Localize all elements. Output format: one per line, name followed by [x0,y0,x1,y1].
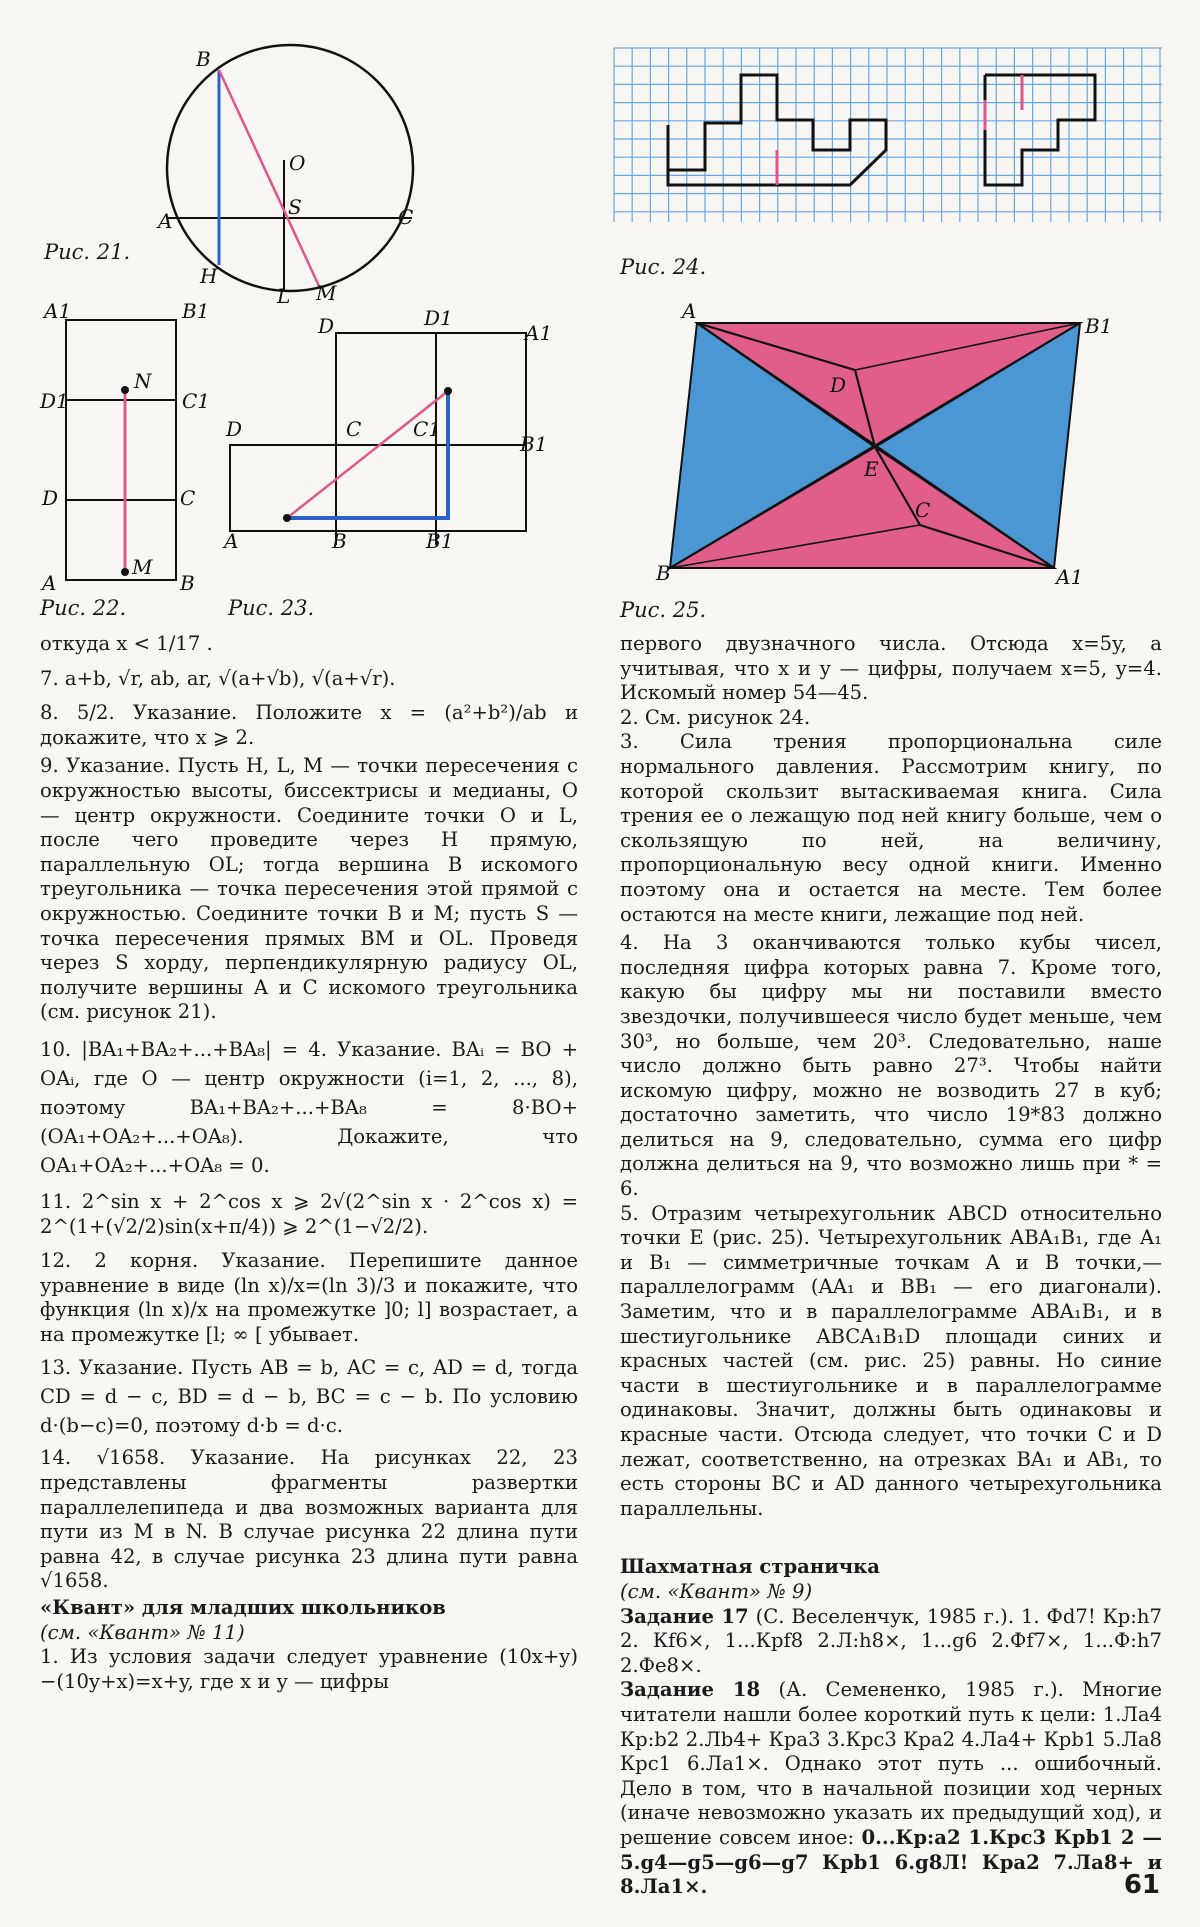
kvant-answer-5: 5. Отразим четырехугольник ABCD относительно точки E (рис. 25). Четырехугольник ABA₁B₁, где A₁ и B₁ — симметричные точкам A и B точки,— параллелограмм (AA₁ и BB₁ — его диагонали). Заметим, что и в параллелограмме ABA₁B₁, и в шестиугольнике ABCA₁B₁D площади синих и красных частей (см. рис. 25) равны. Но синие части в шестиугольнике и в параллелограмме одинаковы. Значит, должны быть одинаковы и красные части. Отсюда следует, что точки C и D лежат, соответственно, на отрезках BA₁ и AB₁, то есть стороны BC и AD данного четырехугольника параллельны. [620,1201,1162,1520]
fig21-label-o: O [289,151,306,175]
fig22-point-m [121,568,129,576]
answer-6-tail: откуда x < 1/17 . [40,632,213,655]
fig25-label-b1: B1 [1085,314,1113,338]
chess-task-18-title: Задание 18 [620,1678,761,1702]
chess-task-17 [620,1605,1162,1679]
chess-task-18-solution: 0...Кр:а2 1.Крс3 Крb1 2 — 5.g4—g5—g6—g7 Крb1 6.g8Л! Кра2 7.Ла8+ и 8.Ла1×. [620,1825,1162,1899]
fig21-label-b: B [196,47,211,71]
answer-13: 13. Указание. Пусть AB = b, AC = c, AD = d, тогда CD = d − c, BD = d − b, BC = c − b. По условию d·(b−c)=0, поэтому d·b = d·c. [40,1356,578,1438]
fig24-caption: Рис. 24. [620,255,707,279]
answer-14: 14. √1658. Указание. На рисунках 22, 23 представлены фрагменты развертки параллелепипеда и два возможных варианта для пути из M в N. В случае рисунка 22 длина пути равна 42, в случае рисунка 23 длина пути равна √1658. [40,1446,578,1593]
fig22-label-m: M [132,555,153,579]
chess-ref: (см. «Квант» № 9) [620,1579,813,1603]
fig21-label-a: A [158,209,173,233]
kvant-answer-3: 3. Сила трения пропорциональна силе нормального давления. Рассмотрим книгу, по которой скользит вытаскиваемая книга. Сила трения ее о лежащую под ней книгу больше, чем о скользящую по ней, на величину, пропорциональную весу одной книги. Именно поэтому она и остается на месте. Тем более остаются на месте книги, лежащие под ней. [620,730,1162,926]
fig23-label-a: A [224,529,239,553]
fig22-label-c: C [180,486,196,510]
fig25-label-d: D [830,373,847,397]
fig21-label-l: L [277,284,291,308]
kvant-answer-1-cont: первого двузначного числа. Отсюда x=5y, а учитывая, что x и y — цифры, получаем x=5, y=4. Искомый номер 54—45. [620,632,1162,705]
fig23-label-c1: C1 [413,417,442,441]
fig22-label-b1: B1 [182,299,210,323]
fig21-label-m: M [316,281,337,305]
figure-24 [614,48,1162,222]
fig23-caption: Рис. 23. [228,596,315,620]
fig23-label-dl: D [226,417,243,441]
fig23-label-d1: D1 [424,306,453,330]
fig23-label-a1: A1 [525,321,553,345]
answer-12: 12. 2 корня. Указание. Перепишите данное уравнение в виде (ln x)/x=(ln 3)/3 и покажите, что функция (ln x)/x на промежутке ]0; l] возрастает, а на промежутке [l; ∞ [ убывает. [40,1249,578,1346]
answer-11: 11. 2^sin x + 2^cos x ⩾ 2√(2^sin x · 2^cos x) = 2^(1+(√2/2)sin(x+π/4)) ⩾ 2^(1−√2/2). [40,1189,578,1238]
fig25-caption: Рис. 25. [620,598,707,622]
answer-10: 10. |BA₁+BA₂+...+BA₈| = 4. Указание. BAᵢ = BO + OAᵢ, где O — центр окружности (i=1, 2, ..., 8), поэтому BA₁+BA₂+...+BA₈ = 8·BO+(OA₁+OA₂+...+OA₈). Докажите, что OA₁+OA₂+...+OA₈ = 0. [40,1037,578,1177]
fig22-label-a1: A1 [44,299,72,323]
left-column [40,632,578,1694]
answer-9: 9. Указание. Пусть H, L, M — точки пересечения с окружностью высоты, биссектрисы и медианы, O — центр окружности. Соедините точки O и L, после чего проведите через H прямую, параллельную OL; тогда вершина B искомого треугольника — точка пересечения этой прямой с окружностью. Соедините точки B и M; пусть S — точка пересечения прямых BM и OL. Проведя через S хорду, перпендикулярную радиусу OL, получите вершины A и C искомого треугольника (см. рисунок 21). [40,754,578,1024]
answer-7: 7. a+b, √r, ab, ar, √(a+√b), √(a+√r). [40,666,396,690]
figure-21 [156,45,413,308]
chess-task-18-text: (А. Семененко, 1985 г.). Многие читатели нашли более короткий путь к цели: 1.Ла4 Кр:b2 2.Лb4+ Кра3 3.Крс3 Кра2 4.Ла4+ Крb1 5.Ла8 Крс1 6.Ла1×. Однако этот путь ... ошибочный. Дело в том, что в начальной позиции ход черных (иначе невозможно указать их предыдущий ход), и решение совсем иное: [620,1678,1162,1849]
fig23-label-d: D [318,314,335,338]
right-column [620,632,1162,1900]
fig25-label-a1: A1 [1056,565,1084,589]
fig25-label-e: E [864,457,879,481]
fig22-label-n: N [134,369,152,393]
fig22-label-b: B [180,571,195,595]
fig23-label-b1: B1 [426,529,454,553]
chess-heading: Шахматная страничка [620,1555,880,1579]
figure-25 [655,299,1112,589]
fig22-label-c1: C1 [182,389,211,413]
kvant-answer-1: 1. Из условия задачи следует уравнение (10x+y)−(10y+x)=x+y, где x и y — цифры [40,1645,578,1693]
fig25-label-a: A [682,299,697,323]
fig23-label-b: B [332,529,347,553]
fig21-median-bm [219,70,319,286]
fig22-label-a: A [42,571,57,595]
figure-22 [39,299,210,595]
fig23-label-c: C [346,417,362,441]
chess-task-18 [620,1678,1162,1899]
fig21-caption: Рис. 21. [44,240,131,264]
fig22-label-d1: D1 [40,389,69,413]
fig21-label-s: S [288,195,302,219]
fig21-label-h: H [200,264,218,288]
kvant-answer-2: 2. См. рисунок 24. [620,705,811,729]
kvant-ref: (см. «Квант» № 11) [40,1620,245,1644]
fig25-label-b: B [656,561,671,585]
kvant-heading: «Квант» для младших школьников [40,1596,446,1620]
fig22-label-d: D [42,486,59,510]
answer-8: 8. 5/2. Указание. Положите x = (a²+b²)/ab и докажите, что x ⩾ 2. [40,701,578,749]
fig23-path-pink [287,391,448,518]
fig21-label-c: C [398,205,414,229]
fig24-shape-right [985,75,1095,185]
chess-task-17-text: (С. Веселенчук, 1985 г.). 1. Фd7! Кр:h7 2. Кf6×, 1...Крf8 2.Л:h8×, 1...g6 2.Фf7×, 1...Ф:h7 2.Фе8×. [620,1604,1162,1677]
kvant-answer-4: 4. На 3 оканчиваются только кубы чисел, последняя цифра которых равна 7. Кроме того, какую бы цифру мы ни поставили вместо звездочки, получившееся число будет меньше, чем 30³, но больше, чем 20³. Следовательно, наше число должно быть равно 27³. Чтобы найти искомую цифру, можно не возводить 27 в куб; достаточно заметить, что число 19*83 должно делиться на 9, следовательно, сумма его цифр должна делиться на 9, что возможно лишь при * = 6. [620,931,1162,1201]
page-number: 61 [1123,1870,1160,1900]
fig23-label-b1r: B1 [520,432,548,456]
figure-23 [222,306,552,553]
fig22-point-n [121,386,129,394]
fig22-frame [66,320,176,580]
chess-task-17-title: Задание 17 [620,1604,749,1628]
fig22-caption: Рис. 22. [40,596,127,620]
fig25-label-c: C [915,498,931,522]
